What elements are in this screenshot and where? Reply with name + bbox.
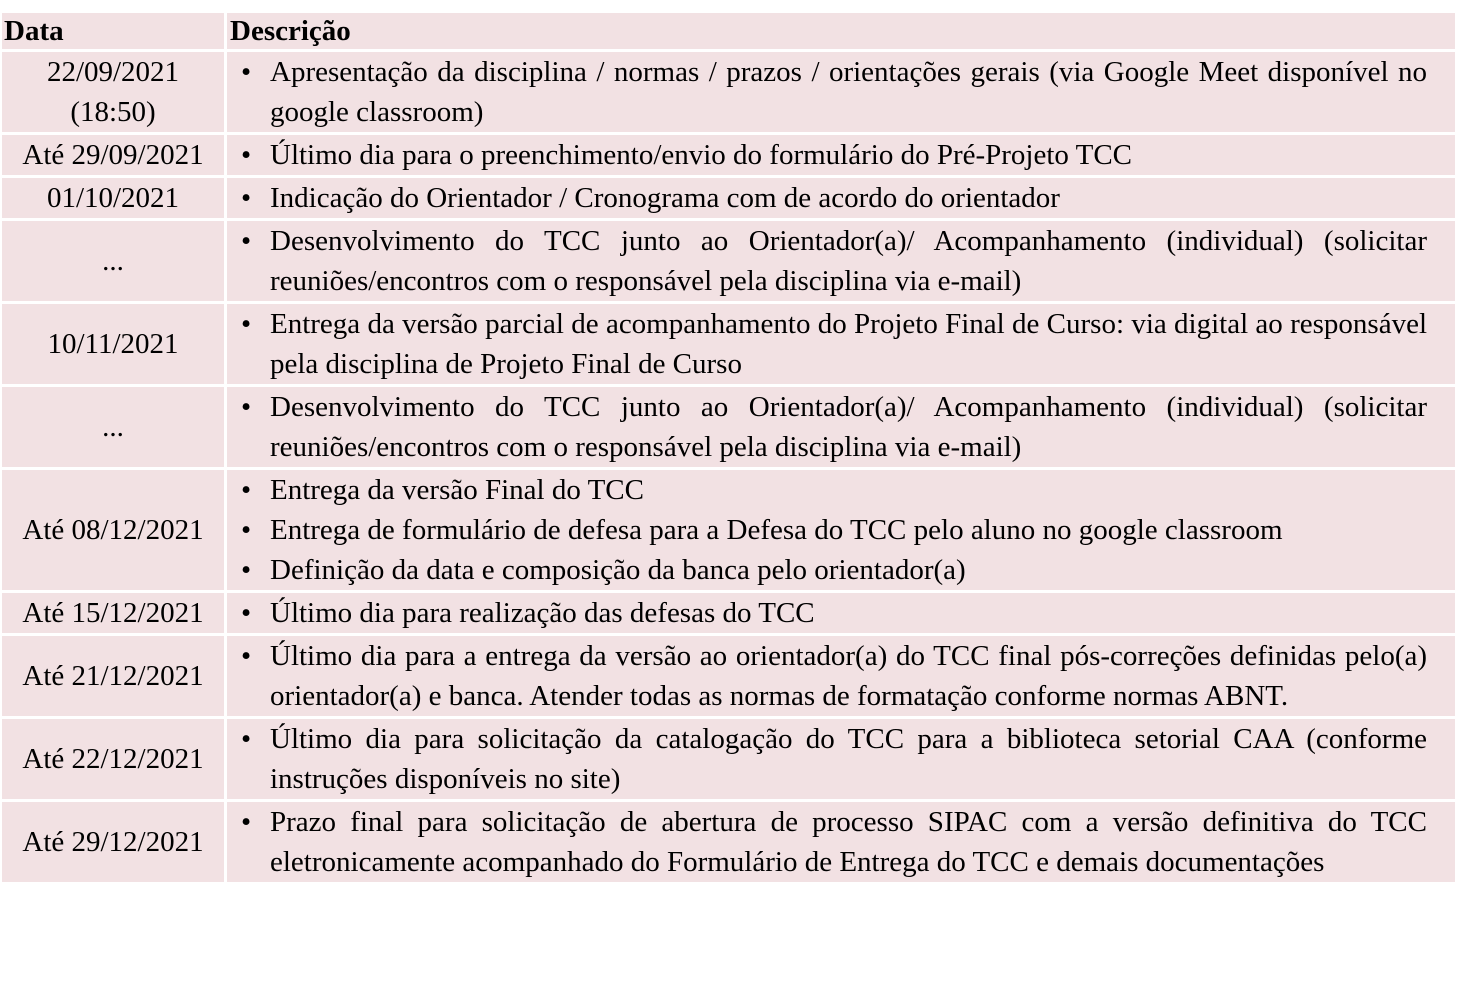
description-item: • Último dia para a entrega da versão ao orientador(a) do TCC final pós-correções definidas pelo(a) orientador(a) e banca. Atender todas as normas de formatação conforme normas ABNT. <box>227 636 1427 716</box>
description-cell <box>227 802 1458 885</box>
date-cell <box>2 135 227 178</box>
description-item: • Desenvolvimento do TCC junto ao Orientador(a)/ Acompanhamento (individual) (solicitar reuniões/encontros com o responsável pela disciplina via e-mail) <box>227 387 1427 467</box>
date-text: (18:50) <box>70 96 156 128</box>
description-item: • Entrega da versão Final do TCC <box>227 470 1427 510</box>
description-cell <box>227 135 1458 178</box>
date-text: 22/09/2021 <box>46 56 180 88</box>
date-cell <box>2 52 227 135</box>
description-cell <box>227 470 1458 593</box>
description-cell <box>227 52 1458 135</box>
description-item: • Prazo final para solicitação de abertura de processo SIPAC com a versão definitiva do TCC eletronicamente acompanhado do Formulário de Entrega do TCC e demais documentações <box>227 802 1427 882</box>
description-list <box>227 636 1455 716</box>
table-row <box>2 802 1458 885</box>
date-cell <box>2 593 227 636</box>
table-row <box>2 52 1458 135</box>
description-cell <box>227 178 1458 221</box>
description-cell <box>227 221 1458 304</box>
description-list <box>227 52 1455 132</box>
description-item: • Último dia para o preenchimento/envio do formulário do Pré-Projeto TCC <box>227 135 1427 175</box>
date-cell <box>2 178 227 221</box>
header-date: Data <box>2 13 227 52</box>
date-text: Até 21/12/2021 <box>22 660 204 692</box>
date-text: Até 08/12/2021 <box>22 514 204 546</box>
date-cell <box>2 719 227 802</box>
description-list <box>227 304 1455 384</box>
description-item: • Último dia para solicitação da catalogação do TCC para a biblioteca setorial CAA (conforme instruções disponíveis no site) <box>227 719 1427 799</box>
date-cell <box>2 221 227 304</box>
table-row <box>2 470 1458 593</box>
description-item: • Desenvolvimento do TCC junto ao Orientador(a)/ Acompanhamento (individual) (solicitar reuniões/encontros com o responsável pela disciplina via e-mail) <box>227 221 1427 301</box>
table-row <box>2 304 1458 387</box>
date-text: Até 15/12/2021 <box>22 597 204 629</box>
header-description: Descrição <box>227 13 1458 52</box>
date-text: 10/11/2021 <box>47 328 179 360</box>
date-cell <box>2 802 227 885</box>
schedule-table <box>2 13 1458 885</box>
description-list <box>227 470 1455 590</box>
description-cell <box>227 636 1458 719</box>
table-row <box>2 178 1458 221</box>
date-cell <box>2 387 227 470</box>
description-list <box>227 178 1455 218</box>
table-row <box>2 387 1458 470</box>
table-row <box>2 719 1458 802</box>
description-item: • Apresentação da disciplina / normas / prazos / orientações gerais (via Google Meet disponível no google classroom) <box>227 52 1427 132</box>
table-row <box>2 135 1458 178</box>
table-row <box>2 593 1458 636</box>
description-item: • Indicação do Orientador / Cronograma com de acordo do orientador <box>227 178 1427 218</box>
description-cell <box>227 593 1458 636</box>
date-cell <box>2 304 227 387</box>
description-cell <box>227 387 1458 470</box>
date-cell <box>2 636 227 719</box>
table-row <box>2 636 1458 719</box>
description-item: • Definição da data e composição da banca pelo orientador(a) <box>227 550 1427 590</box>
description-cell <box>227 304 1458 387</box>
description-list <box>227 387 1455 467</box>
description-list <box>227 135 1455 175</box>
description-item: • Último dia para realização das defesas do TCC <box>227 593 1427 633</box>
description-item: • Entrega da versão parcial de acompanhamento do Projeto Final de Curso: via digital ao responsável pela disciplina de Projeto Final de Curso <box>227 304 1427 384</box>
description-list <box>227 719 1455 799</box>
description-cell <box>227 719 1458 802</box>
table-header-row <box>2 13 1458 52</box>
date-text: 01/10/2021 <box>46 182 180 214</box>
date-cell <box>2 470 227 593</box>
description-list <box>227 802 1455 882</box>
date-text: Até 29/12/2021 <box>22 826 204 858</box>
date-text: ... <box>102 411 124 443</box>
table-row <box>2 221 1458 304</box>
date-text: ... <box>102 245 124 277</box>
description-list <box>227 221 1455 301</box>
date-text: Até 22/12/2021 <box>22 743 204 775</box>
description-list <box>227 593 1455 633</box>
date-text: Até 29/09/2021 <box>22 139 204 171</box>
schedule-body <box>2 52 1458 885</box>
description-item: • Entrega de formulário de defesa para a Defesa do TCC pelo aluno no google classroom <box>227 510 1427 550</box>
